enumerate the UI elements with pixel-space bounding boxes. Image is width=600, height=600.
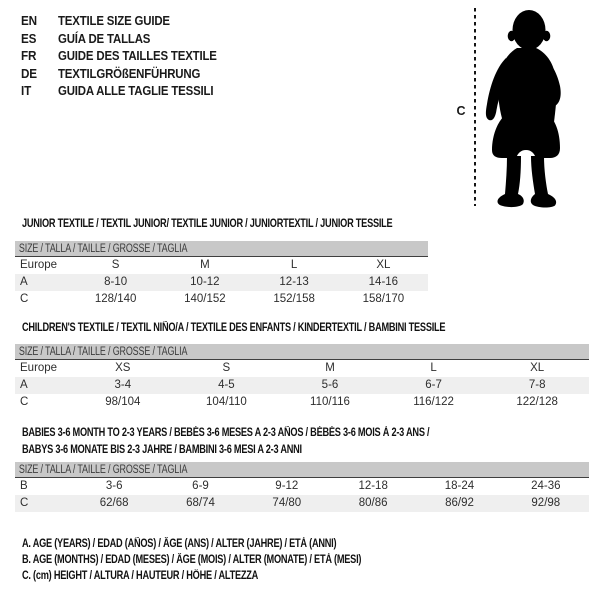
size-cell: M — [325, 362, 335, 374]
size-header-bar — [15, 462, 589, 478]
height-dashed-line — [474, 8, 476, 206]
language-guide-title: GUÍA DE TALLAS — [58, 30, 151, 46]
language-code: IT — [21, 83, 32, 99]
size-cell: 3-4 — [114, 379, 132, 391]
children-table-rows — [15, 360, 589, 411]
size-cell: 140/152 — [184, 293, 226, 305]
size-cell: 104/110 — [206, 396, 247, 408]
size-cell: L — [290, 259, 298, 271]
language-row — [21, 47, 238, 65]
size-cell: 18-24 — [444, 480, 475, 492]
table-row — [15, 495, 589, 512]
size-header-text: SIZE / TALLA / TAILLE / GRÖSSE / TAGLIA — [18, 346, 188, 358]
legend-line: C. (cm) HEIGHT / ALTURA / HAUTEUR / HÖHE / ALTEZZA — [22, 570, 259, 583]
row-values — [71, 291, 428, 308]
height-figure — [440, 0, 600, 215]
size-cell: 158/170 — [362, 293, 405, 305]
size-cell: 80/86 — [358, 497, 388, 509]
junior-table-title — [22, 216, 392, 233]
language-guide-title: GUIDE DES TAILLES TEXTILE — [58, 48, 217, 64]
language-code: ES — [21, 30, 37, 46]
row-values — [71, 394, 589, 411]
size-cell: 24-36 — [531, 480, 561, 492]
size-cell: 7-8 — [528, 379, 546, 391]
table-row — [15, 291, 428, 308]
size-header-bar — [15, 241, 428, 257]
size-cell: 110/116 — [310, 396, 350, 408]
size-cell: 62/68 — [99, 497, 129, 509]
row-values — [71, 257, 428, 274]
measurement-legend — [22, 536, 446, 585]
language-row — [21, 82, 238, 100]
size-cell: 122/128 — [516, 396, 558, 408]
size-cell: 92/98 — [531, 497, 561, 509]
size-cell: 12-13 — [279, 276, 309, 288]
row-values — [71, 274, 428, 291]
children-table-title — [22, 320, 445, 337]
title-line: BABIES 3-6 MONTH TO 2-3 YEARS / BEBÉS 3-6 MESES A 2-3 AÑOS / BÉBÉS 3-6 MOIS À 2-3 ANS / — [22, 427, 430, 439]
language-title-list — [21, 12, 238, 100]
babies-size-table — [15, 462, 589, 512]
title-line: JUNIOR TEXTILE / TEXTIL JUNIOR/ TEXTILE JUNIOR / JUNIORTEXTIL / JUNIOR TESSILE — [22, 218, 393, 230]
size-cell: 12-18 — [358, 480, 388, 492]
size-cell: 8-10 — [104, 276, 128, 288]
table-row — [15, 274, 428, 291]
title-line: CHILDREN'S TEXTILE / TEXTIL NIÑO/A / TEXTILE DES ENFANTS / KINDERTEXTIL / BAMBINI TESSILE — [22, 322, 446, 334]
row-values — [71, 377, 589, 394]
row-label: A — [20, 379, 28, 391]
size-cell: 98/104 — [105, 396, 141, 408]
language-row — [21, 12, 238, 30]
legend-line: A. AGE (YEARS) / EDAD (AÑOS) / ÂGE (ANS) / ALTER (JAHRE) / ETÀ (ANNI) — [22, 538, 337, 550]
size-cell: M — [200, 259, 210, 271]
size-cell: XS — [115, 362, 131, 374]
size-cell: 9-12 — [275, 480, 299, 492]
size-cell: 74/80 — [272, 497, 302, 509]
table-row — [15, 360, 589, 377]
table-row — [15, 257, 428, 274]
language-code: FR — [21, 48, 37, 64]
size-cell: 128/140 — [94, 293, 137, 305]
row-label: A — [20, 276, 28, 288]
size-header-text: SIZE / TALLA / TAILLE / GRÖSSE / TAGLIA — [18, 243, 188, 255]
row-label: B — [20, 480, 28, 492]
row-values — [71, 478, 589, 495]
language-code: DE — [21, 65, 37, 81]
legend-line: B. AGE (MONTHS) / EDAD (MESES) / ÂGE (MOIS) / ALTER (MONATE) / ETÀ (MESI) — [22, 554, 362, 567]
table-row — [15, 394, 589, 411]
baby-silhouette — [480, 6, 572, 212]
size-cell: 5-6 — [321, 379, 339, 391]
size-cell: 152/158 — [273, 293, 315, 305]
row-values — [71, 495, 589, 512]
size-cell: S — [111, 259, 120, 271]
row-label: C — [20, 293, 29, 305]
junior-table-rows — [15, 257, 428, 308]
junior-size-table — [15, 241, 428, 308]
children-size-table — [15, 344, 589, 411]
size-cell: 10-12 — [190, 276, 220, 288]
row-label: C — [20, 396, 29, 408]
height-label: C — [456, 104, 466, 118]
size-cell: XL — [376, 259, 391, 271]
size-cell: 6-9 — [192, 480, 209, 492]
size-cell: S — [222, 362, 231, 374]
size-cell: 3-6 — [105, 480, 123, 492]
size-cell: 68/74 — [186, 497, 215, 509]
size-cell: 6-7 — [425, 379, 442, 391]
table-row — [15, 478, 589, 495]
size-cell: 86/92 — [445, 497, 474, 509]
babies-table-title — [22, 425, 429, 459]
row-values — [71, 360, 589, 377]
language-row — [21, 30, 238, 48]
size-cell: 14-16 — [368, 276, 399, 288]
size-cell: 4-5 — [218, 379, 235, 391]
size-cell: L — [430, 362, 437, 374]
size-header-text: SIZE / TALLA / TAILLE / GRÖSSE / TAGLIA — [18, 464, 188, 476]
language-guide-title: TEXTILGRÖßENFÜHRUNG — [58, 65, 201, 81]
row-label: Europe — [20, 259, 58, 271]
table-row — [15, 377, 589, 394]
language-guide-title: GUIDA ALLE TAGLIE TESSILI — [58, 83, 214, 99]
language-code: EN — [21, 13, 37, 28]
row-label: Europe — [20, 362, 58, 374]
title-line: BABYS 3-6 MONATE BIS 2-3 JAHRE / BAMBINI 3-6 MESI A 2-3 ANNI — [22, 444, 302, 456]
language-guide-title: TEXTILE SIZE GUIDE — [58, 13, 170, 28]
size-header-bar — [15, 344, 589, 360]
babies-table-rows — [15, 478, 589, 512]
row-label: C — [20, 497, 29, 509]
size-cell: 116/122 — [413, 396, 454, 408]
language-row — [21, 65, 238, 83]
size-cell: XL — [530, 362, 545, 374]
